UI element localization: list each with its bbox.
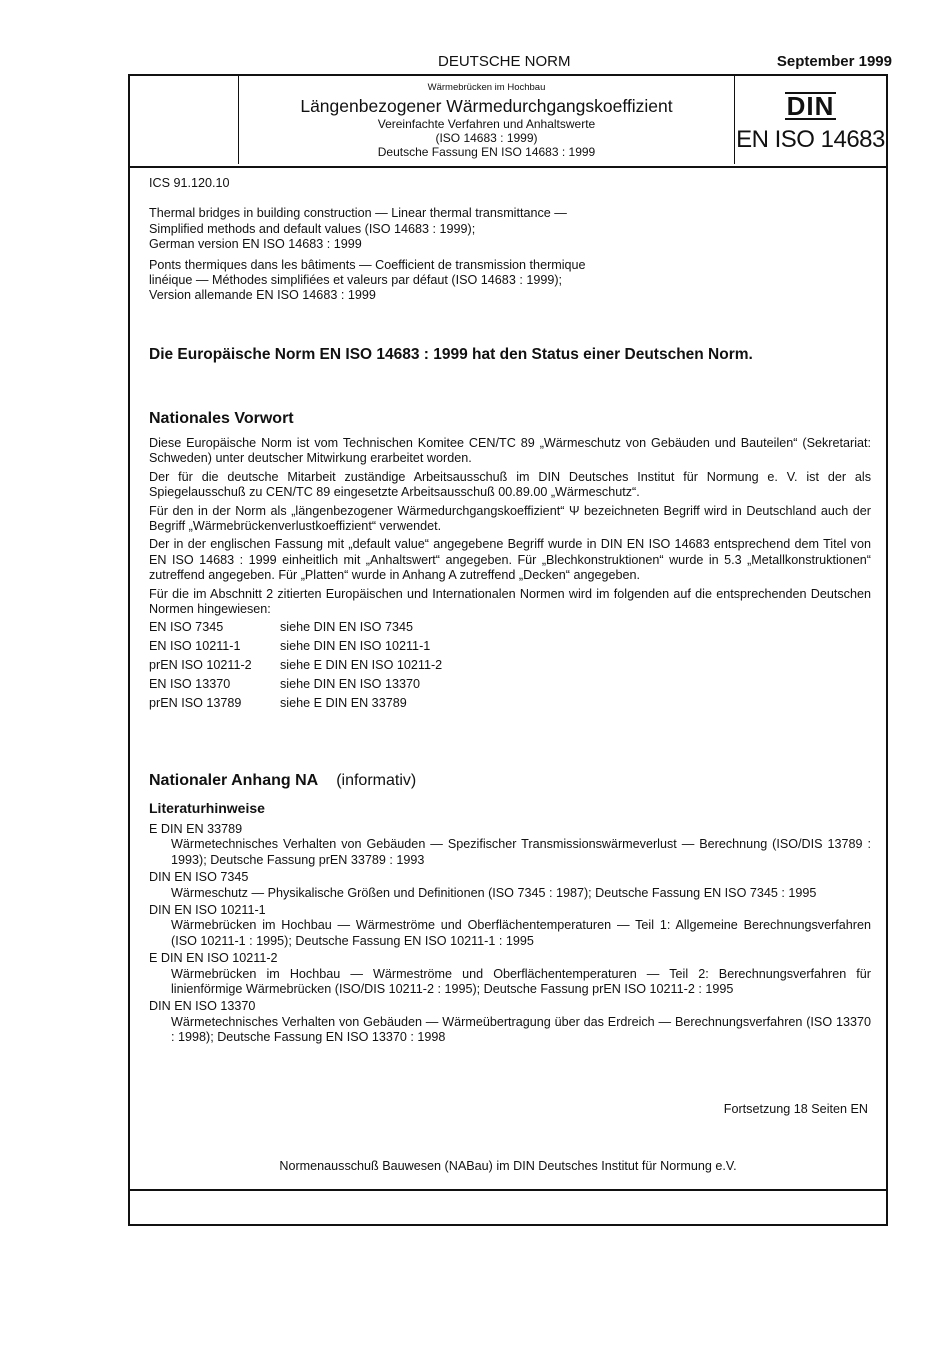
reference-din: siehe E DIN EN ISO 10211-2	[280, 658, 443, 673]
header-iso-ref: (ISO 14683 : 1999)	[435, 131, 538, 145]
literature-entry	[149, 822, 871, 868]
english-title-line: Thermal bridges in building construction — Linear thermal transmittance —	[149, 206, 567, 221]
reference-en: EN ISO 10211-1	[149, 639, 241, 654]
publication-date: September 1999	[776, 53, 892, 70]
header-subject: Wärmebrücken im Hochbau	[427, 82, 546, 93]
intro-block	[149, 176, 871, 304]
reference-row	[149, 658, 871, 677]
literature-description: Wärmetechnisches Verhalten von Gebäuden — Spezifischer Transmissionswärmeverlust — Berechnung (ISO/DIS 13789 : 1993); Deutsche Fassung prEN 33789 : 1993	[171, 837, 871, 867]
header-subtitle: Vereinfachte Verfahren und Anhaltswerte	[377, 117, 596, 131]
status-statement: Die Europäische Norm EN ISO 14683 : 1999 hat den Status einer Deutschen Norm.	[149, 346, 753, 363]
header-standard-cell	[735, 76, 886, 164]
french-title	[149, 258, 871, 304]
reference-row	[149, 639, 871, 658]
page-frame	[128, 74, 888, 1226]
din-logo: DIN	[786, 91, 835, 121]
reference-en: EN ISO 7345	[149, 620, 224, 635]
literature-heading: Literaturhinweise	[149, 800, 265, 816]
vorwort-paragraph: Für den in der Norm als „längenbezogener Wärmedurchgangskoeffizient“ Ψ bezeichneten Begriff wird in Deutschland auch der Begriff „Wärmebrückenverlustkoeffizient“ verwendet.	[149, 503, 871, 534]
title-block	[130, 76, 886, 168]
literature-entry	[149, 951, 871, 997]
literature-entry	[149, 999, 871, 1045]
reference-din: siehe DIN EN ISO 13370	[280, 677, 421, 692]
english-title-line: Simplified methods and default values (ISO 14683 : 1999);	[149, 221, 476, 236]
reference-en: EN ISO 13370	[149, 677, 231, 692]
literature-id: DIN EN ISO 10211-1	[149, 903, 266, 918]
anhang-note: (informativ)	[336, 772, 417, 789]
literature-description: Wärmeschutz — Physikalische Größen und Definitionen (ISO 7345 : 1987); Deutsche Fassung EN ISO 7345 : 1995	[171, 885, 817, 900]
reference-din: siehe DIN EN ISO 10211-1	[280, 639, 431, 654]
literature-id: DIN EN ISO 13370	[149, 999, 256, 1014]
reference-row	[149, 620, 871, 639]
header-title-cell	[239, 76, 735, 164]
vorwort-paragraph: Der für die deutsche Mitarbeit zuständige Arbeitsausschuß im DIN Deutsches Institut für Normung e. V. ist der als Spiegelausschuß zu CEN/TC 89 eingesetzte Arbeitsausschuß 00.89.00 „Wärmeschutz“.	[149, 469, 871, 500]
reference-din: siehe E DIN EN 33789	[280, 696, 407, 711]
header-version: Deutsche Fassung EN ISO 14683 : 1999	[377, 145, 596, 159]
vorwort-paragraph: Diese Europäische Norm ist vom Technischen Komitee CEN/TC 89 „Wärmeschutz von Gebäuden und Bauteilen“ (Sekretariat: Schweden) unter deutscher Mitwirkung erarbeitet worden.	[149, 436, 871, 466]
reference-row	[149, 696, 871, 715]
reference-row	[149, 677, 871, 696]
literature-description: Wärmebrücken im Hochbau — Wärmeströme und Oberflächentemperaturen — Teil 2: Berechnungsverfahren für linienförmige Wärmebrücken (ISO/DIS 10211-2 : 1995); Deutsche Fassung prEN ISO 10211-2 : 1995	[171, 966, 871, 997]
english-title-line: German version EN ISO 14683 : 1999	[149, 237, 362, 252]
reference-en: prEN ISO 13789	[149, 696, 242, 711]
anhang-heading	[149, 772, 416, 790]
vorwort-paragraph: Der in der englischen Fassung mit „default value“ angegebene Begriff wurde in DIN EN ISO 14683 entsprechend dem Titel von EN ISO 14683 : 1999 einheitlich mit „Anhaltswert“ angegeben. Für „Blechkonstruktionen“ wurde in 5.3 „Metallkonstruktionen“ zutreffend angegeben. Für „Platten“ wurde in Anhang A zutreffend „Decken“ angegeben.	[149, 537, 871, 583]
document-title: Längenbezogener Wärmedurchgangskoeffizient	[300, 96, 673, 116]
vorwort-body	[149, 436, 871, 715]
literature-id: DIN EN ISO 7345	[149, 870, 249, 885]
french-title-line: Version allemande EN ISO 14683 : 1999	[149, 288, 376, 303]
vorwort-paragraph: Für die im Abschnitt 2 zitierten Europäischen und Internationalen Normen wird im folgenden auf die entsprechenden Deutschen Normen hingewiesen:	[149, 586, 871, 617]
literature-list	[149, 822, 871, 1048]
literature-entry	[149, 870, 871, 901]
continuation-note: Fortsetzung 18 Seiten EN	[723, 1102, 868, 1116]
footer-committee: Normenausschuß Bauwesen (NABau) im DIN Deutsches Institut für Normung e.V.	[130, 1159, 886, 1191]
reference-list	[149, 620, 871, 715]
standard-number: EN ISO 14683	[736, 126, 885, 153]
reference-en: prEN ISO 10211-2	[149, 658, 252, 673]
reference-din: siehe DIN EN ISO 7345	[280, 620, 413, 635]
french-title-line: Ponts thermiques dans les bâtiments — Coefficient de transmission thermique	[149, 257, 586, 272]
header-empty-cell	[130, 76, 239, 164]
literature-entry	[149, 903, 871, 949]
literature-id: E DIN EN 33789	[149, 822, 243, 836]
ics-code: ICS 91.120.10	[149, 176, 230, 190]
literature-description: Wärmetechnisches Verhalten von Gebäuden — Wärmeübertragung über das Erdreich — Berechnungsverfahren (ISO 13370 : 1998); Deutsche Fassung EN ISO 13370 : 1998	[171, 1014, 871, 1045]
document-type: DEUTSCHE NORM	[438, 53, 571, 70]
vorwort-heading: Nationales Vorwort	[149, 410, 294, 427]
literature-description: Wärmebrücken im Hochbau — Wärmeströme und Oberflächentemperaturen — Teil 1: Allgemeine Berechnungsverfahren (ISO 10211-1 : 1995); Deutsche Fassung EN ISO 10211-1 : 1995	[171, 918, 871, 948]
literature-id: E DIN EN ISO 10211-2	[149, 951, 278, 966]
english-title	[149, 206, 871, 252]
french-title-line: linéique — Méthodes simplifiées et valeurs par défaut (ISO 14683 : 1999);	[149, 273, 563, 288]
anhang-title: Nationaler Anhang NA	[149, 772, 319, 789]
